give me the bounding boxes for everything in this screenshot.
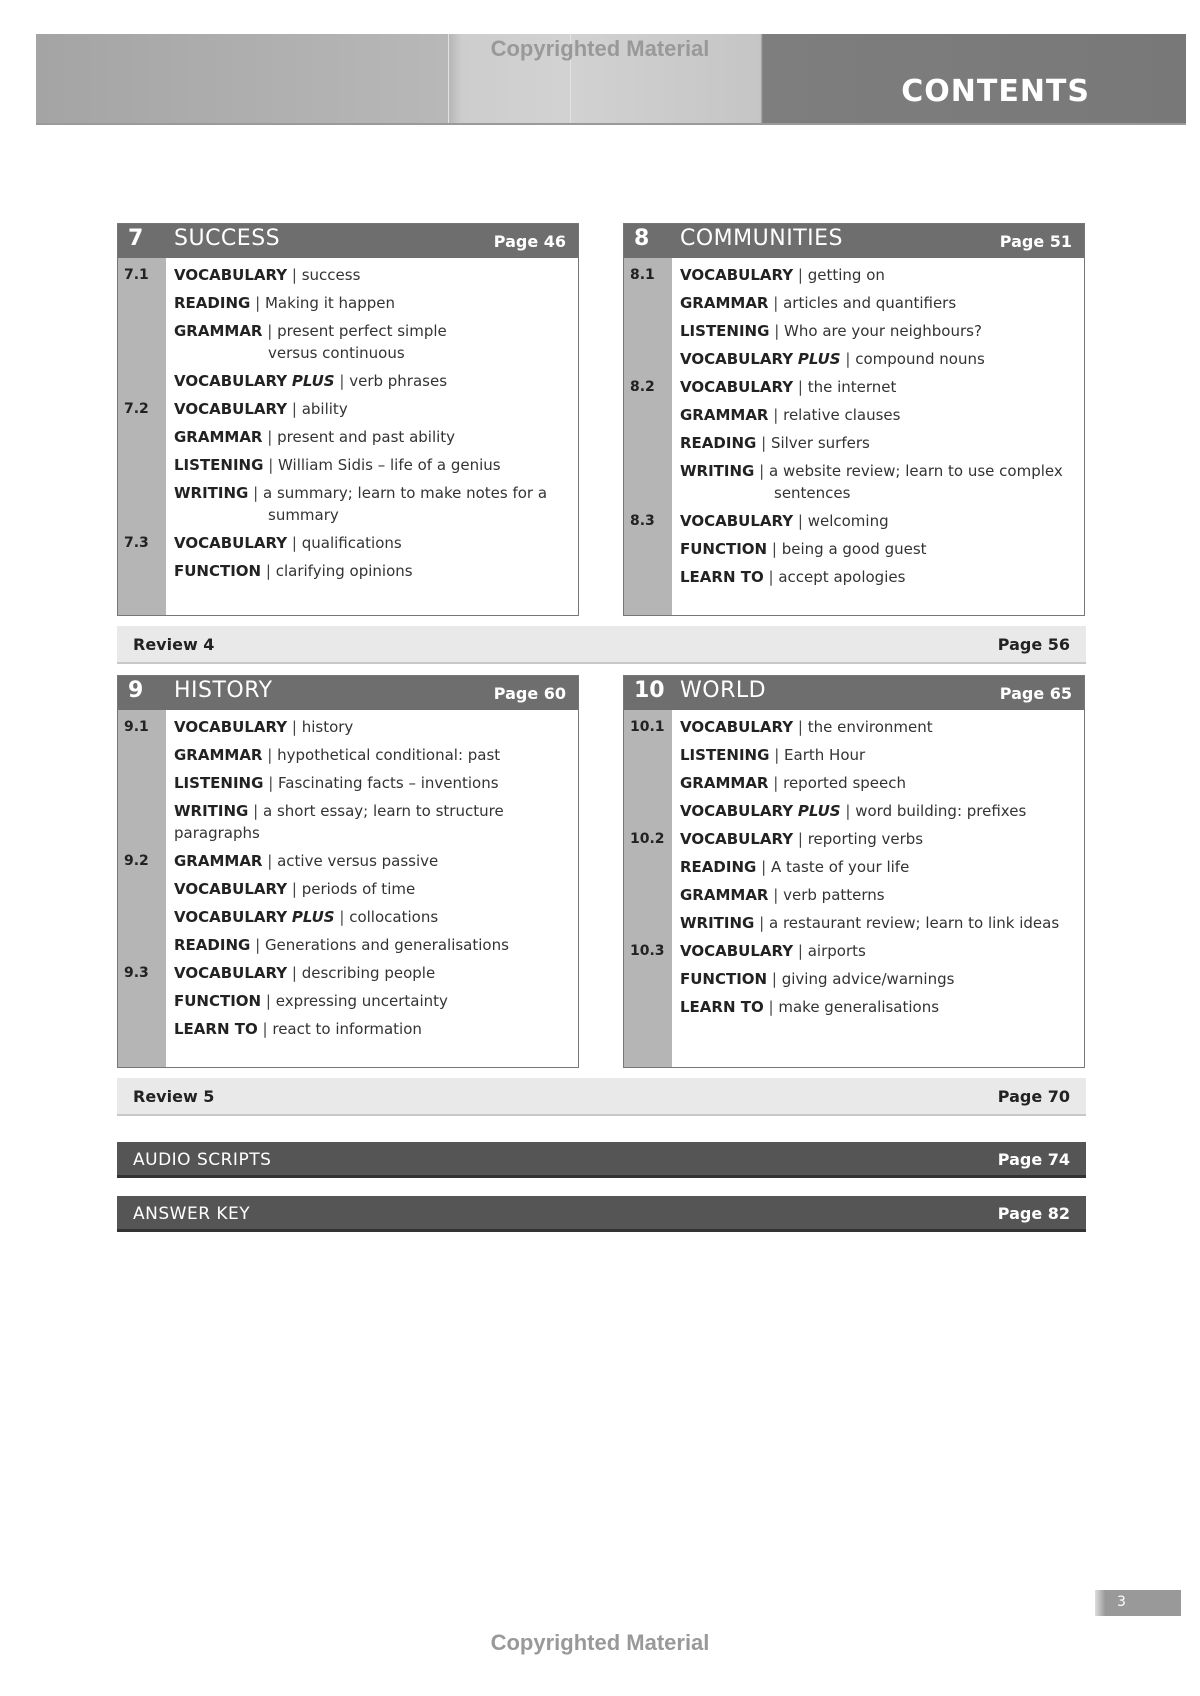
- separator: |: [255, 936, 261, 954]
- lesson-topic: airports: [807, 942, 866, 960]
- lesson-row: [624, 850, 1084, 878]
- lesson-row: [118, 448, 578, 476]
- separator: |: [845, 802, 851, 820]
- unit-body: [118, 710, 578, 1067]
- separator: |: [797, 942, 803, 960]
- lesson-row: [118, 710, 578, 738]
- unit-number: 7: [128, 226, 144, 251]
- separator: |: [768, 998, 774, 1016]
- lesson-topic: reported speech: [783, 774, 906, 792]
- watermark-top: Copyrighted Material: [490, 36, 710, 61]
- skill-category: VOCABULARY: [174, 718, 288, 736]
- page-title: CONTENTS: [901, 74, 1090, 109]
- lesson-content: [680, 538, 1076, 560]
- lesson-number: 7.3: [124, 535, 149, 551]
- separator: |: [267, 428, 273, 446]
- separator: |: [773, 294, 779, 312]
- unit-number: 8: [634, 226, 650, 251]
- skill-category: GRAMMAR: [680, 886, 769, 904]
- lesson-row: [118, 392, 578, 420]
- separator: |: [761, 858, 767, 876]
- skill-category: GRAMMAR: [174, 322, 263, 340]
- lesson-number: 9.1: [124, 719, 149, 735]
- skill-category: WRITING: [680, 462, 755, 480]
- lesson-number: 8.2: [630, 379, 655, 395]
- lesson-row: [118, 526, 578, 554]
- lesson-row: [118, 956, 578, 984]
- lesson-topic: Fascinating facts – inventions: [278, 774, 499, 792]
- lesson-number: 7.2: [124, 401, 149, 417]
- lesson-topic: word building: prefixes: [855, 802, 1027, 820]
- separator: |: [797, 830, 803, 848]
- review-label: Review 4: [133, 635, 215, 654]
- separator: |: [771, 540, 777, 558]
- review-page: Page 70: [997, 1087, 1070, 1106]
- section-label: ANSWER KEY: [133, 1204, 251, 1224]
- separator: |: [771, 970, 777, 988]
- lesson-content: [174, 320, 570, 364]
- lesson-topic: welcoming: [807, 512, 889, 530]
- separator: |: [268, 774, 274, 792]
- lesson-row: [118, 286, 578, 314]
- section-label: AUDIO SCRIPTS: [133, 1150, 272, 1170]
- lesson-number: 9.2: [124, 853, 149, 869]
- skill-category: WRITING: [174, 802, 249, 820]
- lesson-row: [118, 1012, 578, 1040]
- lesson-content: [680, 348, 1076, 370]
- lesson-content: [174, 426, 570, 448]
- separator: |: [291, 718, 297, 736]
- skill-category: GRAMMAR: [174, 852, 263, 870]
- lesson-row: [118, 900, 578, 928]
- separator: |: [773, 774, 779, 792]
- unit-title: WORLD: [680, 678, 767, 703]
- lesson-topic: reporting verbs: [807, 830, 924, 848]
- skill-category: GRAMMAR: [174, 746, 263, 764]
- watermark-bottom: Copyrighted Material: [490, 1630, 710, 1655]
- skill-category: READING: [680, 434, 757, 452]
- lesson-row: [624, 560, 1084, 588]
- lesson-row: [624, 258, 1084, 286]
- separator: |: [759, 462, 765, 480]
- unit-title: COMMUNITIES: [680, 226, 843, 251]
- unit-page-link[interactable]: Page 51: [999, 232, 1072, 251]
- skill-category: VOCABULARY: [174, 400, 288, 418]
- separator: |: [768, 568, 774, 586]
- lesson-content: [680, 828, 1076, 850]
- lesson-content: [680, 856, 1076, 878]
- skill-category-plus: PLUS: [291, 372, 335, 390]
- lesson-content: [680, 996, 1076, 1018]
- lesson-topic: being a good guest: [781, 540, 927, 558]
- lesson-number: 7.1: [124, 267, 149, 283]
- lesson-topic: verb phrases: [349, 372, 448, 390]
- lesson-row: [624, 314, 1084, 342]
- lesson-topic: make generalisations: [778, 998, 940, 1016]
- unit-body: [624, 258, 1084, 615]
- skill-category: VOCABULARY: [174, 880, 288, 898]
- lesson-topic: periods of time: [301, 880, 416, 898]
- lesson-topic: qualifications: [301, 534, 402, 552]
- lesson-row: [624, 794, 1084, 822]
- skill-category: VOCABULARY: [680, 378, 794, 396]
- lesson-topic: hypothetical conditional: past: [277, 746, 501, 764]
- lesson-topic: a short essay; learn to structure paragraphs: [174, 802, 504, 842]
- lesson-row: [118, 794, 578, 844]
- separator: |: [773, 406, 779, 424]
- separator: |: [267, 746, 273, 764]
- lesson-topic: success: [301, 266, 361, 284]
- skill-category: FUNCTION: [174, 992, 262, 1010]
- lesson-content: [680, 800, 1076, 822]
- lesson-topic: describing people: [301, 964, 436, 982]
- separator: |: [268, 456, 274, 474]
- skill-category: VOCABULARY: [174, 534, 288, 552]
- separator: |: [253, 484, 259, 502]
- lesson-content: [680, 376, 1076, 398]
- lesson-topic: Earth Hour: [784, 746, 866, 764]
- lesson-row: [624, 370, 1084, 398]
- lesson-number: 10.1: [630, 719, 665, 735]
- lesson-content: [680, 566, 1076, 588]
- lesson-row: [624, 426, 1084, 454]
- lesson-row: [624, 962, 1084, 990]
- lesson-topic: articles and quantifiers: [783, 294, 957, 312]
- unit-page-link[interactable]: Page 60: [493, 684, 566, 703]
- lesson-content: [680, 744, 1076, 766]
- lesson-content: [174, 454, 570, 476]
- unit-body: [624, 710, 1084, 1067]
- skill-category: VOCABULARY: [680, 350, 794, 368]
- lesson-content: [680, 772, 1076, 794]
- lesson-content: [174, 800, 570, 844]
- lesson-row: [118, 420, 578, 448]
- skill-category: GRAMMAR: [680, 406, 769, 424]
- lesson-number: 8.1: [630, 267, 655, 283]
- lesson-content: [174, 906, 570, 928]
- lesson-content: [680, 912, 1076, 934]
- lesson-content: [174, 962, 570, 984]
- skill-category: FUNCTION: [680, 970, 768, 988]
- lesson-number: 8.3: [630, 513, 655, 529]
- lesson-topic: Generations and generalisations: [264, 936, 509, 954]
- lesson-row: [118, 844, 578, 872]
- lesson-content: [174, 264, 570, 286]
- lesson-content: [174, 560, 570, 582]
- lesson-row: [118, 766, 578, 794]
- lesson-content: [680, 264, 1076, 286]
- separator: |: [761, 434, 767, 452]
- lesson-topic: present perfect simple: [277, 322, 447, 340]
- lesson-content: [174, 850, 570, 872]
- skill-category: LEARN TO: [680, 568, 764, 586]
- lesson-topic: present and past ability: [277, 428, 456, 446]
- unit-8-box: [623, 223, 1085, 616]
- skill-category: GRAMMAR: [174, 428, 263, 446]
- unit-page-link[interactable]: Page 65: [999, 684, 1072, 703]
- lesson-topic-continued: versus continuous: [268, 344, 405, 362]
- unit-title: SUCCESS: [174, 226, 281, 251]
- lesson-row: [624, 878, 1084, 906]
- skill-category: VOCABULARY: [174, 266, 288, 284]
- separator: |: [845, 350, 851, 368]
- skill-category: VOCABULARY: [174, 964, 288, 982]
- lesson-content: [680, 404, 1076, 426]
- separator: |: [262, 1020, 268, 1038]
- lesson-topic: clarifying opinions: [275, 562, 413, 580]
- separator: |: [253, 802, 259, 820]
- lesson-row: [624, 738, 1084, 766]
- separator: |: [339, 908, 345, 926]
- skill-category: READING: [680, 858, 757, 876]
- skill-category: LISTENING: [680, 322, 770, 340]
- skill-category-plus: PLUS: [797, 802, 841, 820]
- separator: |: [797, 266, 803, 284]
- skill-category: VOCABULARY: [680, 718, 794, 736]
- lesson-topic: Who are your neighbours?: [784, 322, 982, 340]
- unit-number: 10: [634, 678, 665, 703]
- unit-9-box: [117, 675, 579, 1068]
- unit-header: [624, 224, 1084, 258]
- separator: |: [291, 266, 297, 284]
- lesson-content: [174, 532, 570, 554]
- lesson-row: [624, 398, 1084, 426]
- lesson-row: [118, 258, 578, 286]
- section-page: Page 82: [997, 1204, 1070, 1223]
- lesson-topic: history: [301, 718, 354, 736]
- lesson-row: [118, 984, 578, 1012]
- review-4-row[interactable]: [117, 626, 1086, 664]
- lesson-number: 10.2: [630, 831, 665, 847]
- lesson-row: [118, 314, 578, 364]
- lesson-topic: accept apologies: [778, 568, 906, 586]
- lesson-topic: a website review; learn to use complex: [768, 462, 1063, 480]
- separator: |: [339, 372, 345, 390]
- skill-category: VOCABULARY: [174, 372, 288, 390]
- lesson-content: [174, 716, 570, 738]
- unit-10-box: [623, 675, 1085, 1068]
- lesson-content: [680, 432, 1076, 454]
- lesson-row: [118, 364, 578, 392]
- lesson-topic: getting on: [807, 266, 885, 284]
- skill-category: READING: [174, 294, 251, 312]
- review-label: Review 5: [133, 1087, 215, 1106]
- lesson-row: [118, 928, 578, 956]
- section-page: Page 74: [997, 1150, 1070, 1169]
- lesson-row: [118, 476, 578, 526]
- separator: |: [265, 562, 271, 580]
- separator: |: [265, 992, 271, 1010]
- lesson-number: 9.3: [124, 965, 149, 981]
- skill-category: WRITING: [680, 914, 755, 932]
- lesson-content: [680, 292, 1076, 314]
- lesson-content: [174, 744, 570, 766]
- skill-category: VOCABULARY: [680, 512, 794, 530]
- lesson-topic: expressing uncertainty: [275, 992, 448, 1010]
- page-number-tab: [1095, 1590, 1181, 1616]
- skill-category: LISTENING: [174, 774, 264, 792]
- skill-category: FUNCTION: [174, 562, 262, 580]
- skill-category: VOCABULARY: [680, 942, 794, 960]
- separator: |: [774, 746, 780, 764]
- lesson-content: [680, 320, 1076, 342]
- lesson-topic-continued: sentences: [774, 484, 851, 502]
- lesson-content: [680, 940, 1076, 962]
- lesson-content: [174, 398, 570, 420]
- lesson-content: [174, 990, 570, 1012]
- lesson-topic: A taste of your life: [770, 858, 910, 876]
- lesson-content: [680, 884, 1076, 906]
- lesson-row: [624, 766, 1084, 794]
- skill-category-plus: PLUS: [291, 908, 335, 926]
- lesson-topic: Silver surfers: [770, 434, 870, 452]
- unit-7-box: [117, 223, 579, 616]
- separator: |: [267, 322, 273, 340]
- lesson-content: [174, 482, 570, 526]
- separator: |: [797, 378, 803, 396]
- skill-category: VOCABULARY: [680, 830, 794, 848]
- lesson-topic: compound nouns: [855, 350, 985, 368]
- answer-key-row[interactable]: [117, 1196, 1086, 1232]
- skill-category: FUNCTION: [680, 540, 768, 558]
- lesson-number: 10.3: [630, 943, 665, 959]
- lesson-content: [174, 772, 570, 794]
- lesson-topic: the internet: [807, 378, 897, 396]
- lesson-row: [624, 822, 1084, 850]
- unit-page-link[interactable]: Page 46: [493, 232, 566, 251]
- lesson-topic: William Sidis – life of a genius: [278, 456, 501, 474]
- lesson-row: [624, 286, 1084, 314]
- unit-header: [118, 676, 578, 710]
- lesson-row: [624, 990, 1084, 1018]
- unit-header: [624, 676, 1084, 710]
- lesson-topic: active versus passive: [277, 852, 439, 870]
- unit-header: [118, 224, 578, 258]
- lesson-topic: the environment: [807, 718, 933, 736]
- lesson-topic: giving advice/warnings: [781, 970, 955, 988]
- lesson-row: [624, 342, 1084, 370]
- lesson-topic: ability: [301, 400, 348, 418]
- lesson-topic: react to information: [272, 1020, 422, 1038]
- lesson-row: [624, 710, 1084, 738]
- separator: |: [291, 880, 297, 898]
- lesson-topic: a restaurant review; learn to link ideas: [768, 914, 1060, 932]
- skill-category: GRAMMAR: [680, 774, 769, 792]
- skill-category: LISTENING: [174, 456, 264, 474]
- skill-category: READING: [174, 936, 251, 954]
- skill-category-plus: PLUS: [797, 350, 841, 368]
- lesson-content: [680, 716, 1076, 738]
- separator: |: [774, 322, 780, 340]
- lesson-topic: relative clauses: [783, 406, 901, 424]
- unit-number: 9: [128, 678, 144, 703]
- lesson-row: [624, 934, 1084, 962]
- skill-category: LEARN TO: [174, 1020, 258, 1038]
- lesson-content: [174, 292, 570, 314]
- lesson-content: [174, 878, 570, 900]
- skill-category: VOCABULARY: [680, 802, 794, 820]
- separator: |: [291, 400, 297, 418]
- skill-category: LEARN TO: [680, 998, 764, 1016]
- separator: |: [291, 964, 297, 982]
- skill-category: VOCABULARY: [680, 266, 794, 284]
- separator: |: [797, 718, 803, 736]
- lesson-content: [174, 1018, 570, 1040]
- separator: |: [797, 512, 803, 530]
- lesson-content: [680, 460, 1076, 504]
- lesson-row: [624, 504, 1084, 532]
- separator: |: [773, 886, 779, 904]
- audio-scripts-row[interactable]: [117, 1142, 1086, 1178]
- lesson-row: [118, 554, 578, 582]
- lesson-topic: a summary; learn to make notes for a: [262, 484, 548, 502]
- skill-category: WRITING: [174, 484, 249, 502]
- page-number: 3: [1117, 1594, 1126, 1610]
- lesson-topic: verb patterns: [783, 886, 885, 904]
- lesson-row: [624, 532, 1084, 560]
- skill-category: VOCABULARY: [174, 908, 288, 926]
- unit-title: HISTORY: [174, 678, 273, 703]
- lesson-topic: collocations: [349, 908, 439, 926]
- separator: |: [267, 852, 273, 870]
- lesson-content: [174, 934, 570, 956]
- lesson-row: [624, 454, 1084, 504]
- review-5-row[interactable]: [117, 1078, 1086, 1116]
- lesson-row: [118, 738, 578, 766]
- separator: |: [291, 534, 297, 552]
- separator: |: [255, 294, 261, 312]
- lesson-topic-continued: summary: [268, 506, 339, 524]
- review-page: Page 56: [997, 635, 1070, 654]
- lesson-row: [118, 872, 578, 900]
- skill-category: LISTENING: [680, 746, 770, 764]
- lesson-topic: Making it happen: [264, 294, 396, 312]
- lesson-content: [174, 370, 570, 392]
- unit-body: [118, 258, 578, 615]
- separator: |: [759, 914, 765, 932]
- lesson-content: [680, 968, 1076, 990]
- lesson-content: [680, 510, 1076, 532]
- lesson-row: [624, 906, 1084, 934]
- skill-category: GRAMMAR: [680, 294, 769, 312]
